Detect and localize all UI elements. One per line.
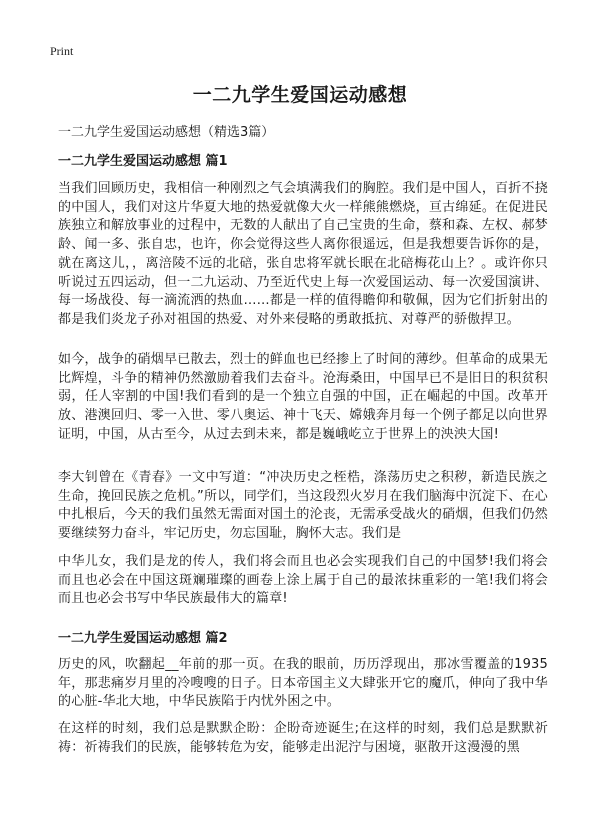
document-subtitle: 一二九学生爱国运动感想（精选3篇） (58, 125, 275, 140)
document-title: 一二九学生爱国运动感想 (192, 84, 408, 106)
section-heading-2: 一二九学生爱国运动感想 篇2 (58, 631, 228, 646)
section-2-paragraph-2: 在这样的时刻，我们总是默默企盼：企盼奇迹诞生;在这样的时刻，我们总是默默祈祷：祈祷我们的民族，能够转危为安，能够走出泥泞与困境，驱散开这漫漫的黑 (58, 721, 548, 755)
section-heading-1: 一二九学生爱国运动感想 篇1 (58, 154, 228, 169)
section-1-paragraph-1: 当我们回顾历史，我相信一种刚烈之气会填满我们的胸腔。我们是中国人，百折不挠的中国人，我们对这片华夏大地的热爱就像大火一样熊熊燃烧，亘古绵延。在促进民族独立和解放事业的过程中，无数的人献出了自己宝贵的生命，蔡和森、左权、郝梦龄、闻一多、张自忠，也许，你会觉得这些人离你很遥远，但是我想要告诉你的是，就在离这儿，，离涪陵不远的北碚，张自忠将军就长眠在北碚梅花山上？。或许你只听说过五四运动，但一二九运动、乃至近代史上每一次爱国运动、每一次爱国演讲、每一场战役、每一滴流洒的热血……都是一样的值得瞻仰和敬佩，因为它们折射出的都是我们炎龙子孙对祖国的热爱、对外来侵略的勇敢抵抗、对尊严的骄傲捍卫。 (58, 181, 548, 327)
section-2-paragraph-1: 历史的风，吹翻起__年前的那一页。在我的眼前，历历浮现出，那冰雪覆盖的1935年，那悲痛岁月里的冷嗖嗖的日子。日本帝国主义大肆张开它的魔爪，伸向了我中华的心脏-华北大地，中华民族陷于内忧外困之中。 (58, 657, 548, 710)
section-1-paragraph-3: 李大钊曾在《青春》一文中写道：“冲决历史之桎梏，涤荡历史之积秽，新造民族之生命，挽回民族之危机。”所以，同学们，当这段烈火岁月在我们脑海中沉淀下、在心中扎根后，今天的我们虽然无需面对国土的沦丧，无需承受战火的硝烟，但我们仍然要继续努力奋斗，牢记历史，勿忘国耻，胸怀大志。我们是 (58, 470, 548, 542)
section-1-paragraph-2: 如今，战争的硝烟早已散去，烈士的鲜血也已经掺上了时间的薄纱。但革命的成果无比辉煌，斗争的精神仍然激励着我们去奋斗。沧海桑田，中国早已不是旧日的积贫积弱，任人宰割的中国!我们看到的是一个独立自强的中国，正在崛起的中国。改革开放、港澳回归、零一入世、零八奥运、神十飞天、嫦娥奔月每一个例子都足以向世界证明，中国，从古至今，从过去到未来，都是巍峨屹立于世界上的泱泱大国! (58, 352, 548, 442)
print-link[interactable]: Print (50, 44, 74, 58)
section-1-paragraph-4: 中华儿女，我们是龙的传人，我们将会而且也必会实现我们自己的中国梦!我们将会而且也必会在中国这斑斓璀璨的画卷上涂上属于自己的最浓抹重彩的一笔!我们将会而且也必会书写中华民族最伟大的篇章! (58, 554, 548, 607)
